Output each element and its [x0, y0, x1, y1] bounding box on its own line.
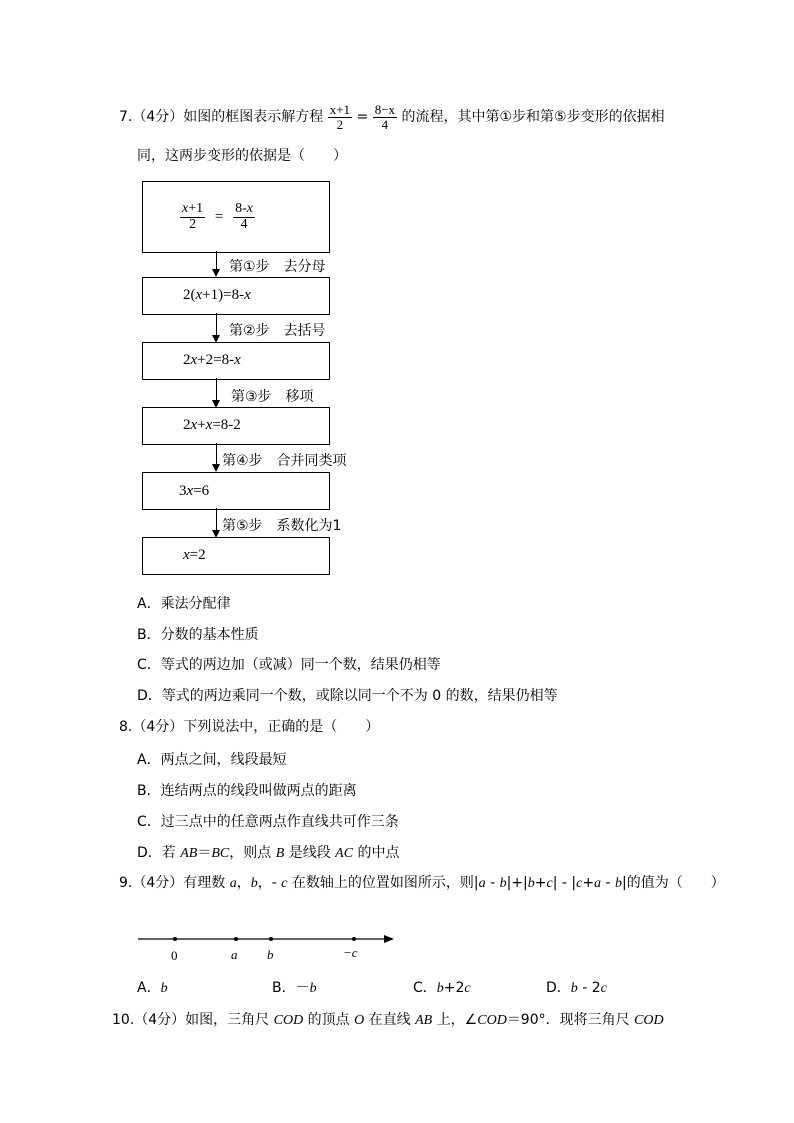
flow-arrowhead-4	[212, 464, 220, 472]
flow-box-0-equation: $\frac{x+1}{2}$ = $\frac{8-x}{4}$	[182, 201, 253, 232]
q8-option-b[interactable]: B．连结两点的线段叫做两点的距离	[137, 783, 357, 799]
q8-stem: 8.（4分）下列说法中，正确的是（ ）	[119, 719, 380, 735]
q9-stem: 9.（4分）有理数 a，b，- c 在数轴上的位置如图所示，则|a - b|+|b+c| - |c+a - b|的值为（ ）	[119, 875, 725, 891]
flow-arrow-1	[216, 251, 217, 270]
number-line-point-b	[269, 937, 273, 941]
q10-stem: 10.（4分）如图，三角尺 COD 的顶点 O 在直线 AB 上，∠COD＝90°．现将三角尺 COD	[112, 1012, 664, 1028]
number-line-label-0: 0	[171, 948, 178, 963]
flow-arrowhead-1	[212, 269, 220, 277]
flow-step-3-label: 第③步 移项	[231, 389, 314, 405]
flow-step-5-label: 第⑤步 系数化为1	[222, 518, 342, 534]
q8-option-d[interactable]: D．若 AB＝BC，则点 B 是线段 AC 的中点	[137, 845, 400, 861]
q9-option-d[interactable]: D．b - 2c	[546, 980, 607, 996]
flow-box-4	[142, 472, 330, 510]
number-line-label-a: a	[231, 947, 238, 962]
q8-option-a[interactable]: A．两点之间，线段最短	[137, 752, 287, 768]
number-line-point-a	[234, 937, 238, 941]
number-line-point-neg-c	[352, 937, 356, 941]
flow-box-1-equation: 2(x+1)=8-x	[183, 287, 251, 303]
q7-fraction-left: $\frac{x+1}{2}$	[329, 102, 351, 132]
flow-step-1-label: 第①步 去分母	[229, 259, 326, 275]
q7-option-b[interactable]: B．分数的基本性质	[137, 627, 259, 643]
flow-arrow-5	[216, 508, 217, 531]
q7-option-a[interactable]: A．乘法分配律	[137, 596, 231, 612]
flow-box-0	[142, 181, 330, 253]
q7-option-d[interactable]: D．等式的两边乘同一个数，或除以同一个不为 0 的数，结果仍相等	[137, 688, 558, 704]
flow-step-4-label: 第④步 合并同类项	[222, 453, 347, 469]
q7-stem-line1	[119, 103, 665, 131]
number-line-arrow	[384, 935, 394, 943]
flow-arrow-3	[216, 378, 217, 401]
q9-option-c[interactable]: C．b+2c	[413, 980, 471, 996]
flow-box-3	[142, 407, 330, 445]
flow-step-2-label: 第②步 去括号	[229, 323, 326, 339]
number-line-label-neg-c: −c	[343, 945, 358, 960]
q7-equals: =	[356, 109, 369, 126]
q7-fraction-right: $\frac{8-x}{4}$	[374, 102, 396, 132]
number-line-point-0	[173, 937, 177, 941]
flow-box-1	[142, 277, 330, 315]
flow-box-5-equation: x=2	[183, 547, 206, 563]
q7-option-c[interactable]: C．等式的两边加（或减）同一个数，结果仍相等	[137, 657, 441, 673]
number-line-label-b: b	[267, 947, 274, 962]
flow-box-3-equation: 2x+x=8-2	[183, 417, 241, 433]
q9-option-a[interactable]: A．b	[137, 980, 168, 996]
q8-option-c[interactable]: C．过三点中的任意两点作直线共可作三条	[137, 814, 399, 830]
q7-lead: 7.（4分）如图的框图表示解方程	[119, 109, 324, 126]
flow-box-2-equation: 2x+2=8-x	[183, 352, 241, 368]
q9-option-b[interactable]: B．－b	[272, 980, 317, 996]
flow-arrow-2	[216, 313, 217, 336]
flow-box-4-equation: 3x=6	[179, 483, 210, 499]
flow-box-2	[142, 342, 330, 380]
flow-arrow-4	[216, 443, 217, 465]
q7-stem-line2: 同，这两步变形的依据是（ ）	[137, 148, 347, 164]
flow-box-5	[142, 537, 330, 575]
q7-tail: 的流程，其中第①步和第⑤步变形的依据相	[401, 109, 665, 126]
